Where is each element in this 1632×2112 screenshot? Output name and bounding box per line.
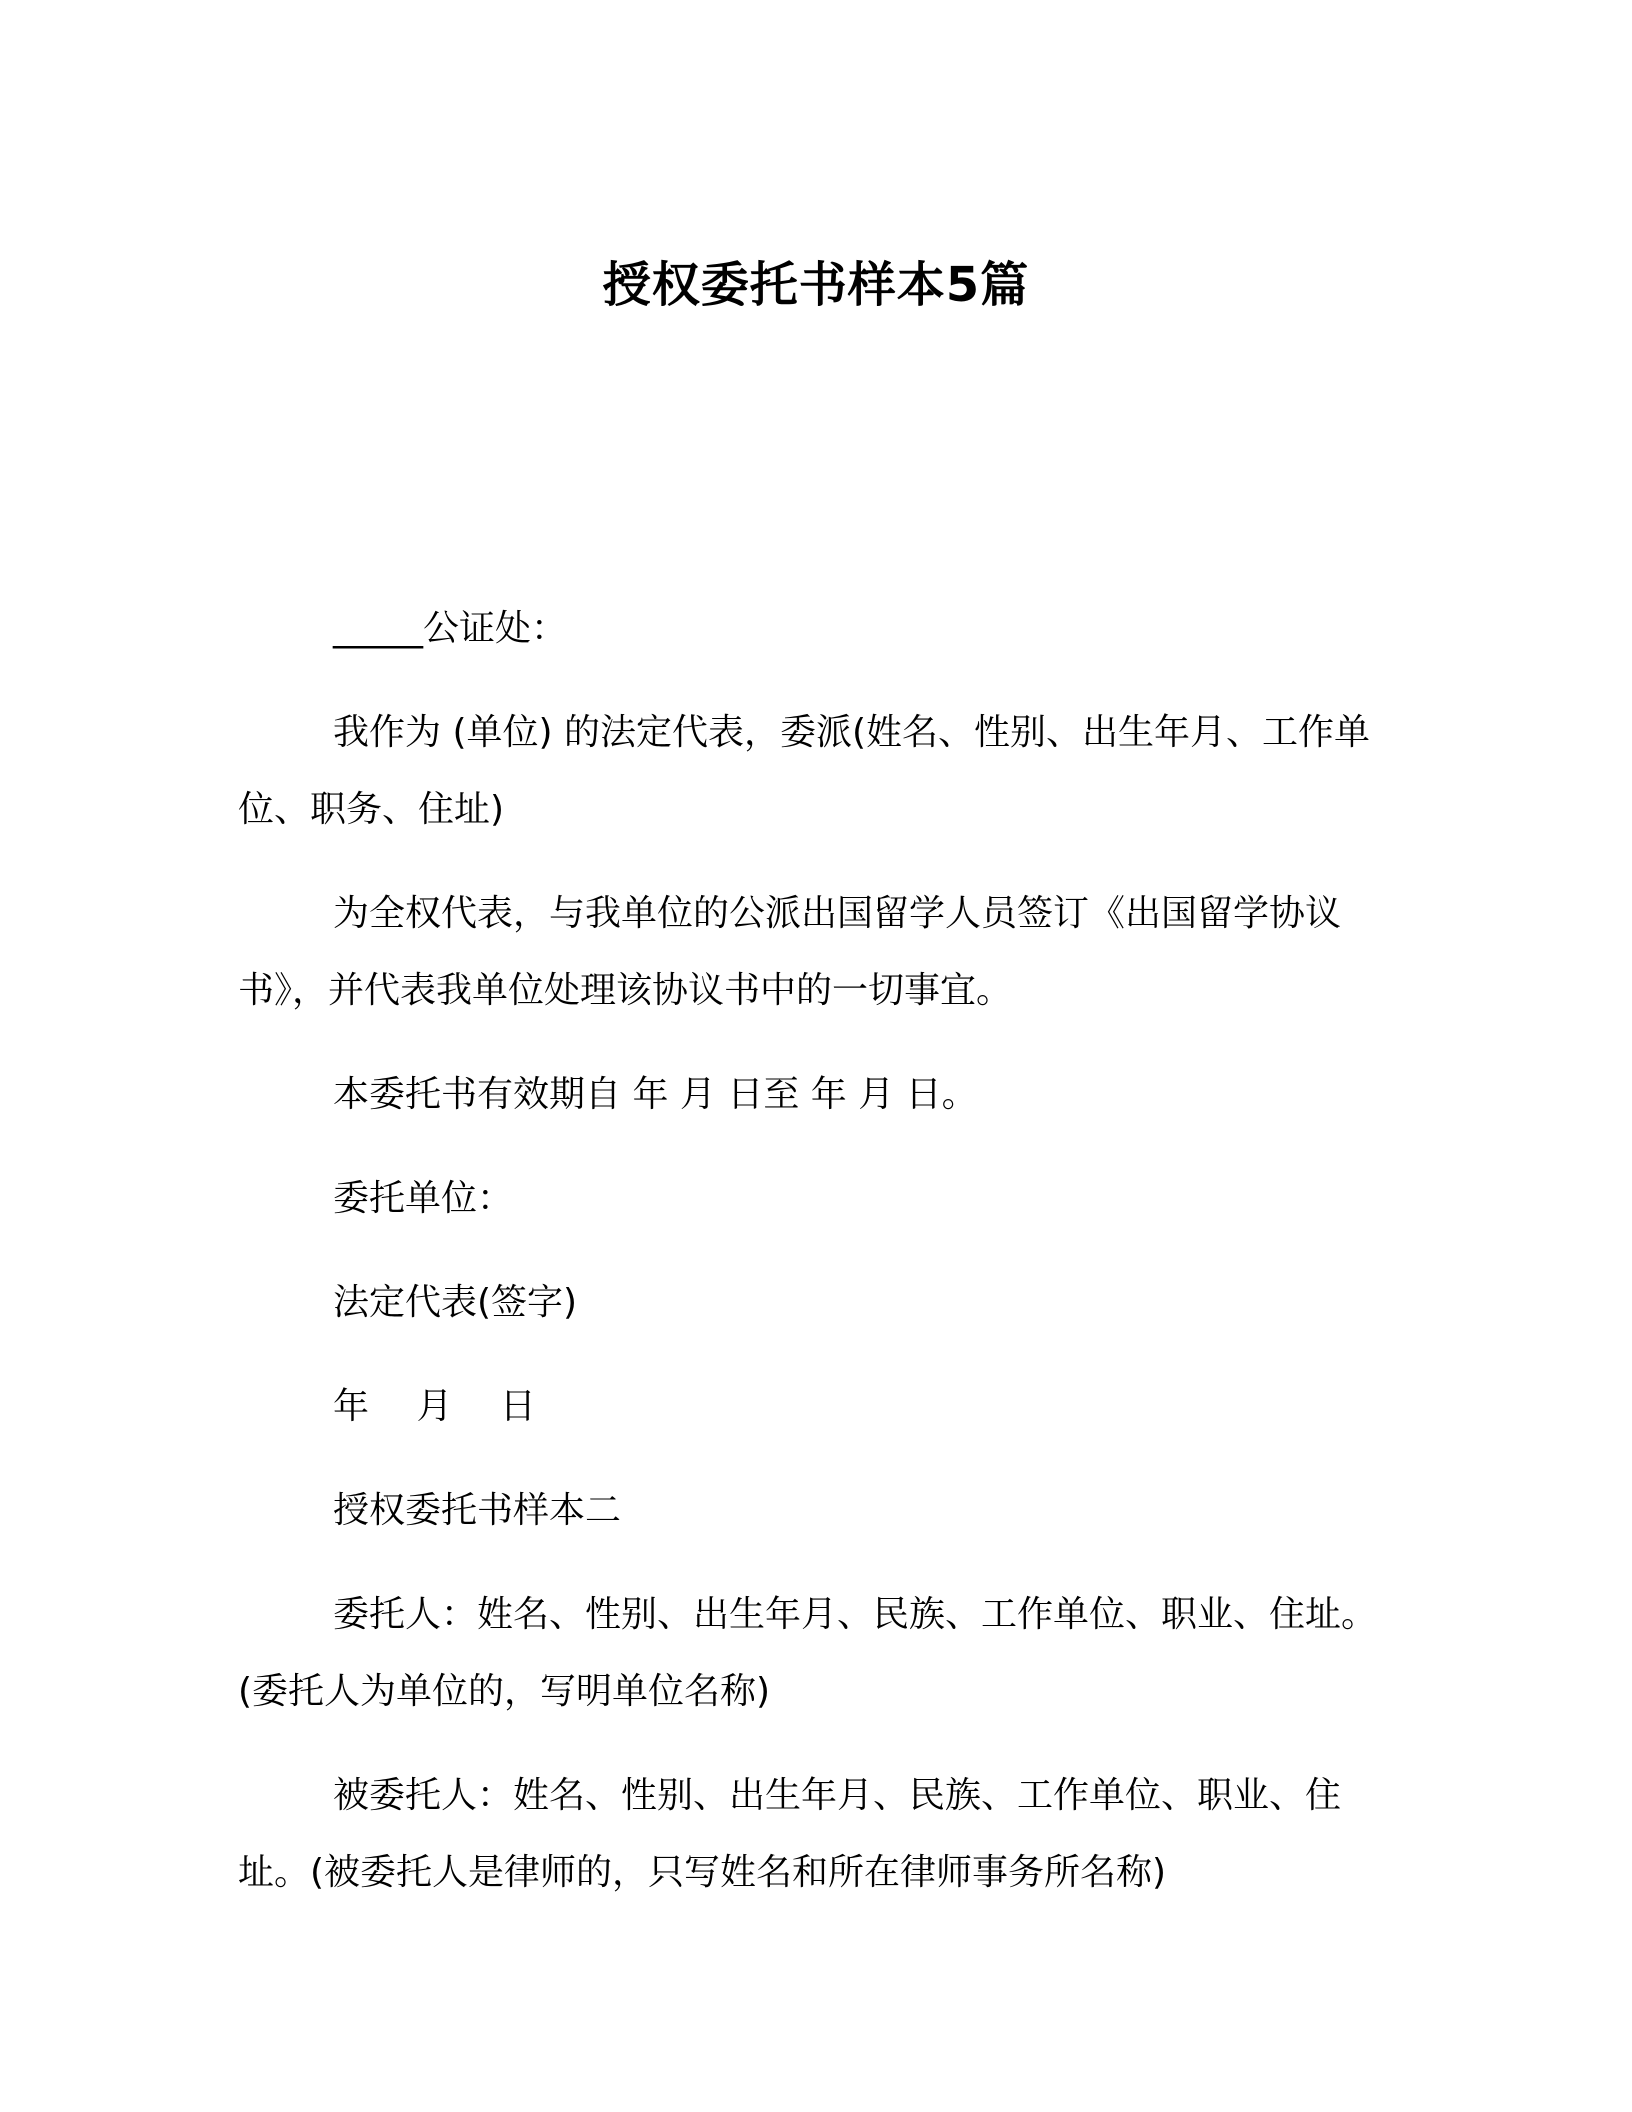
document-body xyxy=(238,590,1398,1911)
paragraph-authority: 为全权代表，与我单位的公派出国留学人员签订《出国留学协议书》，并代表我单位处理该协议书中的一切事宜。 xyxy=(238,893,1342,1011)
paragraph-principal: 委托人：姓名、性别、出生年月、民族、工作单位、职业、住址。(委托人为单位的，写明单位名称) xyxy=(238,1594,1378,1712)
paragraph-entrusting-unit: 委托单位： xyxy=(333,1178,514,1219)
paragraph-legal-rep-signature: 法定代表(签字) xyxy=(333,1282,578,1323)
section-heading-sample-two: 授权委托书样本二 xyxy=(333,1490,622,1531)
paragraph-delegation: 我作为 (单位) 的法定代表，委派(姓名、性别、出生年月、工作单位、职务、住址) xyxy=(238,712,1371,830)
paragraph-validity-period: 本委托书有效期自 年 月 日至 年 月 日。 xyxy=(333,1074,978,1115)
paragraph-agent: 被委托人：姓名、性别、出生年月、民族、工作单位、职业、住址。(被委托人是律师的，只写姓名和所在律师事务所名称) xyxy=(238,1775,1342,1893)
paragraph-date-line: 年 月 日 xyxy=(333,1386,536,1427)
paragraph-notary-office: _____公证处： xyxy=(333,608,568,649)
document-title: 授权委托书样本5篇 xyxy=(602,257,1030,314)
